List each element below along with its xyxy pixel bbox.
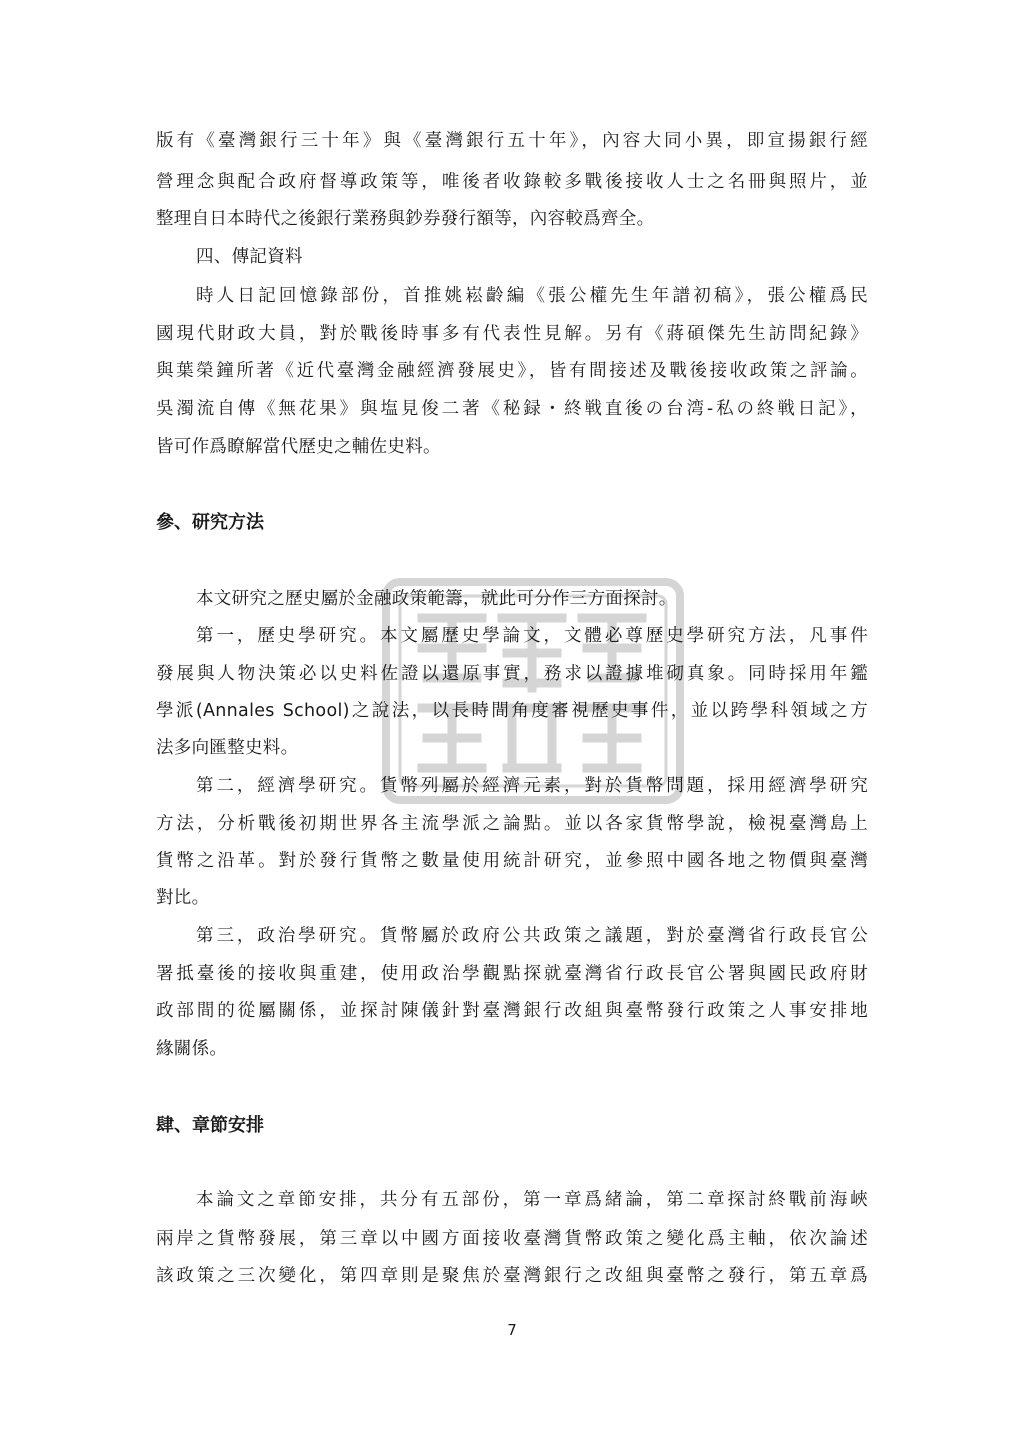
- paragraph-line: 本文研究之歷史屬於金融政策範籌，就此可分作三方面探討。: [196, 589, 677, 609]
- paragraph-line: 與葉榮鐘所著《近代臺灣金融經濟發展史》，皆有間接述及戰後接收政策之評論。: [156, 361, 868, 381]
- paragraph-line: 對比。: [156, 888, 210, 908]
- paragraph-line: 兩岸之貨幣發展，第三章以中國方面接收臺灣貨幣政策之變化爲主軸，依次論述: [156, 1229, 868, 1249]
- paragraph-line: 署抵臺後的接收與重建，使用政治學觀點探就臺灣省行政長官公署與國民政府財: [156, 964, 868, 984]
- paragraph-line: 國現代財政大員，對於戰後時事多有代表性見解。另有《蔣碩傑先生訪問紀錄》: [156, 324, 868, 344]
- paragraph-line: 營理念與配合政府督導政策等，唯後者收錄較多戰後接收人士之名冊與照片，並: [156, 172, 868, 192]
- paragraph-line: 時人日記回憶錄部份，首推姚崧齡編《張公權先生年譜初稿》，張公權爲民: [196, 286, 868, 306]
- library-seal-watermark-icon: [382, 578, 684, 804]
- paragraph-line: 貨幣之沿革。對於發行貨幣之數量使用統計研究，並參照中國各地之物價與臺灣: [156, 851, 868, 871]
- paragraph-line: 緣關係。: [156, 1039, 228, 1059]
- section-heading-chapter-arrangement: 肆、章節安排: [156, 1115, 264, 1136]
- paragraph-line: 第二，經濟學研究。貨幣列屬於經濟元素，對於貨幣問題，採用經濟學研究: [196, 776, 868, 796]
- paragraph-line: 學派(Annales School)之說法，以長時間角度審視歷史事件，並以跨學科領域之方: [156, 701, 868, 721]
- paragraph-line: 該政策之三次變化，第四章則是聚焦於臺灣銀行之改組與臺幣之發行，第五章爲: [156, 1266, 868, 1286]
- paragraph-line: 方法，分析戰後初期世界各主流學派之論點。並以各家貨幣學說，檢視臺灣島上: [156, 814, 868, 834]
- paragraph-line: 第一，歷史學研究。本文屬歷史學論文，文體必尊歷史學研究方法，凡事件: [196, 626, 868, 646]
- paragraph-line: 整理自日本時代之後銀行業務與鈔券發行額等，內容較爲齊全。: [156, 209, 655, 229]
- paragraph-line: 吳濁流自傳《無花果》與塩見俊二著《秘録・終戦直後の台湾-私の終戦日記》，: [156, 399, 868, 419]
- paragraph-line: 發展與人物決策必以史料佐證以還原事實，務求以證據堆砌真象。同時採用年鑑: [156, 664, 868, 684]
- paragraph-line: 法多向匯整史料。: [156, 738, 299, 758]
- section-heading-research-methods: 參、研究方法: [156, 512, 264, 533]
- paragraph-line: 皆可作爲瞭解當代歷史之輔佐史料。: [156, 437, 441, 457]
- paragraph-line: 版有《臺灣銀行三十年》與《臺灣銀行五十年》，內容大同小異，即宣揚銀行經: [156, 131, 868, 151]
- paragraph-line: 本論文之章節安排，共分有五部份，第一章爲緒論，第二章探討終戰前海峽: [196, 1190, 868, 1210]
- paragraph-line: 政部間的從屬關係，並探討陳儀針對臺灣銀行改組與臺幣發行政策之人事安排地: [156, 1001, 868, 1021]
- page-number: 7: [507, 1321, 517, 1339]
- paragraph-line: 第三，政治學研究。貨幣屬於政府公共政策之議題，對於臺灣省行政長官公: [196, 926, 868, 946]
- subheading-biographical-materials: 四、傳記資料: [196, 247, 303, 267]
